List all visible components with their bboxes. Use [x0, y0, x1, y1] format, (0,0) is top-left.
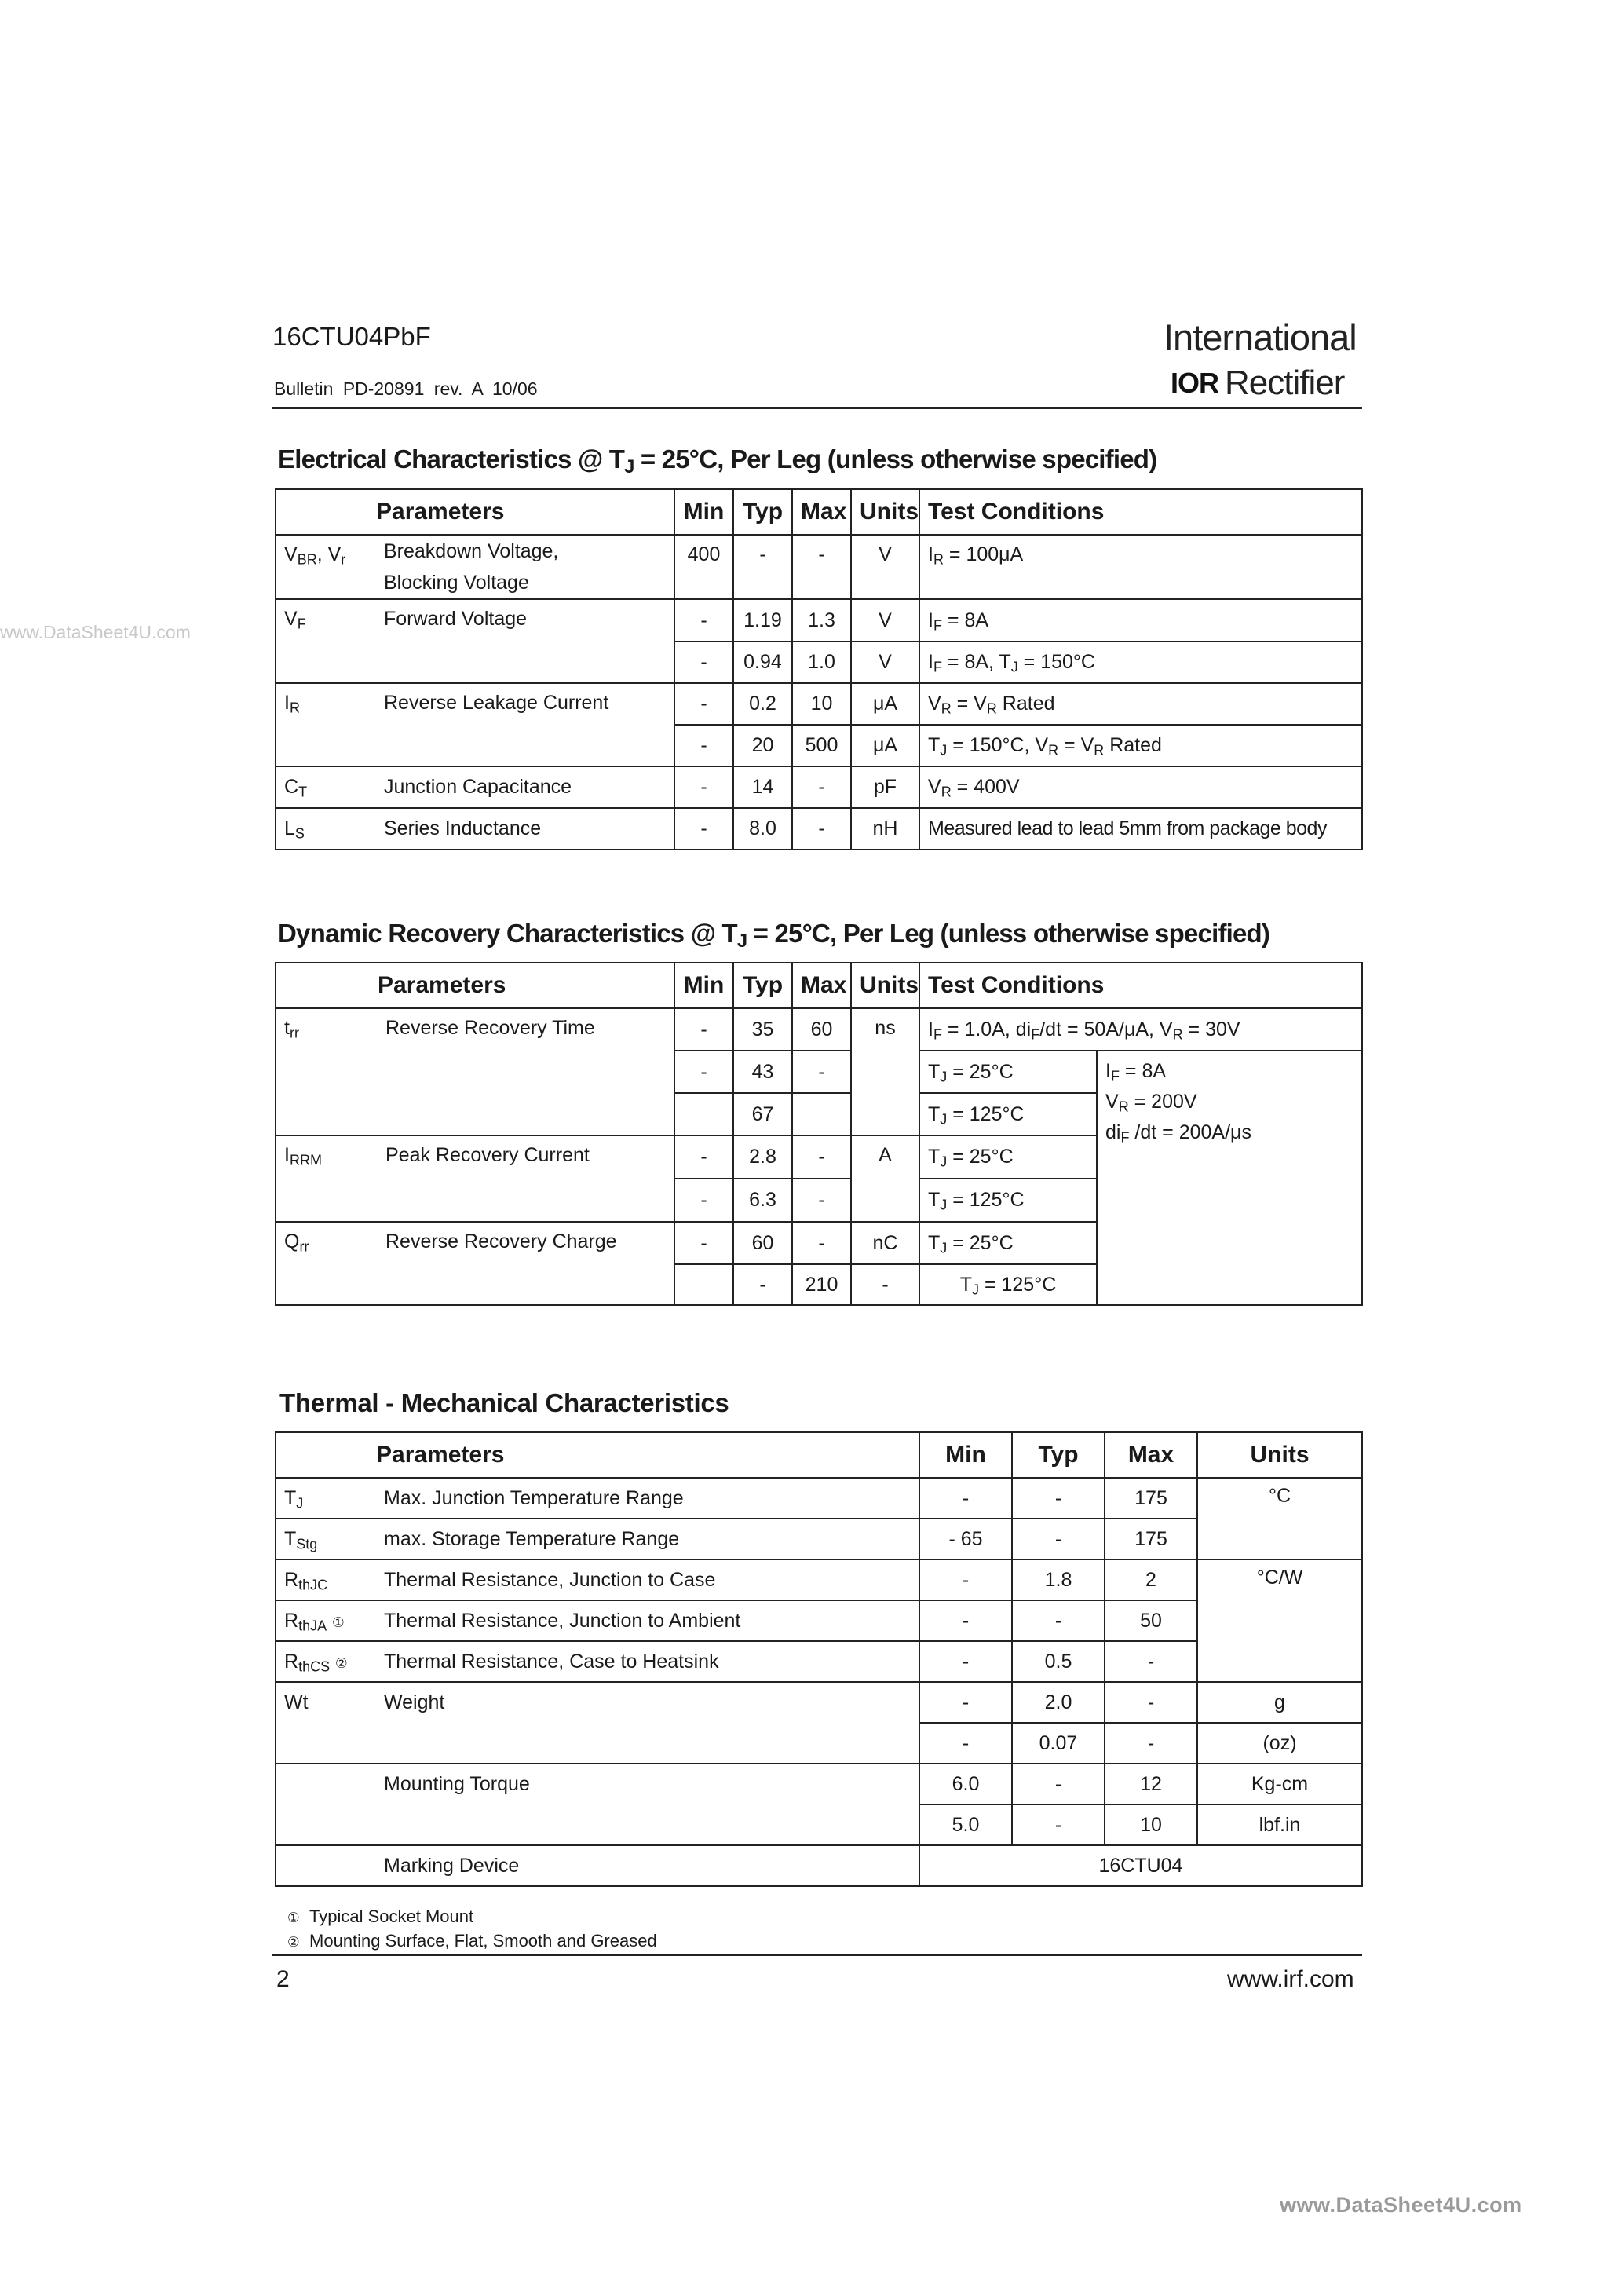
value-typ: 6.3 [733, 1179, 792, 1222]
test-condition: $I_F = 8A$, $T_J = 150^\circ C$ [919, 642, 1362, 683]
thermal-title: Thermal - Mechanical Characteristics [279, 1388, 729, 1417]
table-row [276, 535, 1362, 599]
test-condition: $I_F = 8A$ [919, 599, 1362, 642]
param-reverse-leakage: Reverse Leakage Current [376, 683, 674, 725]
test-condition: $I_R = 100\mu A$ [919, 535, 1362, 599]
symbol-rthja: $R_{thJA}$ ① [276, 1600, 376, 1641]
param-thermal-resistance-cs: Thermal Resistance, Case to Heatsink [376, 1641, 919, 1682]
param-series-inductance: Series Inductance [376, 808, 674, 850]
dynamic-title: Dynamic Recovery Characteristics @ $T_J = 25^\circ C$, Per Leg (unless otherwise specified) [278, 919, 1270, 952]
thermal-table [275, 1431, 1363, 1887]
table-header-row [276, 489, 1362, 535]
value-typ: 35 [733, 1008, 792, 1051]
electrical-table [275, 488, 1363, 850]
symbol-rthcs: $R_{thCS}$ ② [276, 1641, 376, 1682]
test-condition: $I_F = 1.0A$, $di_F/dt = 50A/\mu A$, $V_R = 30V$ [919, 1008, 1362, 1051]
value-min: - [674, 642, 733, 683]
param-reverse-recovery-time: Reverse Recovery Time [378, 1008, 674, 1135]
footer-rule [272, 1954, 1362, 1956]
table-row [276, 1804, 1362, 1845]
value-units: lbf.in [1197, 1804, 1362, 1845]
value-min: - [674, 1051, 733, 1093]
value-typ: 2.8 [733, 1135, 792, 1179]
logo [1171, 363, 1344, 404]
value-max: - [792, 808, 851, 850]
logo-international: International [1164, 316, 1357, 358]
page-number: 2 [276, 1966, 290, 1992]
value-max: 1.3 [792, 599, 851, 642]
value-units: V [851, 535, 919, 599]
value-min: - [919, 1641, 1012, 1682]
value-units: A [851, 1135, 919, 1222]
value-typ: 60 [733, 1222, 792, 1264]
value-max: - [792, 1179, 851, 1222]
header-units: Units [851, 963, 919, 1008]
footnote-1: ① Typical Socket Mount [287, 1907, 474, 1926]
value-typ: 0.2 [733, 683, 792, 725]
table-header-row [276, 1432, 1362, 1478]
value-max: - [1105, 1682, 1197, 1723]
value-typ: 67 [733, 1093, 792, 1135]
value-units: μA [851, 725, 919, 766]
param-peak-recovery-current: Peak Recovery Current [378, 1135, 674, 1222]
watermark-left[interactable]: www.DataSheet4U.com [0, 622, 191, 642]
value-max: 500 [792, 725, 851, 766]
header-parameters: Parameters [378, 963, 674, 1008]
logo-ior-mark: IOR [1171, 367, 1219, 399]
header-max: Max [792, 489, 851, 535]
table-row [276, 1845, 1362, 1886]
value-units: °C/W [1197, 1559, 1362, 1682]
param-thermal-resistance-ja: Thermal Resistance, Junction to Ambient [376, 1600, 919, 1641]
value-min: - [674, 683, 733, 725]
param-thermal-resistance-jc: Thermal Resistance, Junction to Case [376, 1559, 919, 1600]
value-min: - [674, 1179, 733, 1222]
header-typ: Typ [733, 489, 792, 535]
symbol-rthjc: $R_{thJC}$ [276, 1559, 376, 1600]
value-typ: 1.19 [733, 599, 792, 642]
value-typ: 1.8 [1012, 1559, 1105, 1600]
value-max: 175 [1105, 1478, 1197, 1519]
header-units: Units [851, 489, 919, 535]
value-max: 10 [1105, 1804, 1197, 1845]
param-reverse-recovery-charge: Reverse Recovery Charge [378, 1222, 674, 1305]
value-units: °C [1197, 1478, 1362, 1559]
value-min: - [674, 808, 733, 850]
value-max: 175 [1105, 1519, 1197, 1559]
param-breakdown-voltage: Breakdown Voltage, Blocking Voltage [376, 535, 674, 599]
value-max: 1.0 [792, 642, 851, 683]
value-typ: 0.5 [1012, 1641, 1105, 1682]
value-units: g [1197, 1682, 1362, 1723]
value-units: V [851, 642, 919, 683]
value-max: 210 [792, 1264, 851, 1305]
table-row [276, 1559, 1362, 1600]
value-typ: - [1012, 1764, 1105, 1804]
footer-url-link[interactable]: www.irf.com [1227, 1966, 1354, 1992]
logo-rectifier: Rectifier [1225, 364, 1345, 402]
value-max: 2 [1105, 1559, 1197, 1600]
value-max: - [792, 1051, 851, 1093]
value-min: 6.0 [919, 1764, 1012, 1804]
table-row [276, 1723, 1362, 1764]
param-storage-temp-range: max. Storage Temperature Range [376, 1519, 919, 1559]
value-max: - [792, 1135, 851, 1179]
value-max: - [1105, 1641, 1197, 1682]
dynamic-table [275, 962, 1363, 1306]
table-row [276, 1478, 1362, 1519]
header-rule [272, 407, 1362, 409]
header-test-conditions: Test Conditions [919, 489, 1362, 535]
value-units: pF [851, 766, 919, 808]
value-typ: 2.0 [1012, 1682, 1105, 1723]
table-row [276, 642, 1362, 683]
header-min: Min [674, 489, 733, 535]
value-typ: - [1012, 1478, 1105, 1519]
table-row [276, 766, 1362, 808]
symbol-tj: $T_J$ [276, 1478, 376, 1519]
footnotes [287, 1905, 657, 1954]
value-typ: - [733, 535, 792, 599]
value-typ: 43 [733, 1051, 792, 1093]
value-units: nC [851, 1222, 919, 1264]
value-max: - [792, 766, 851, 808]
param-weight: Weight [376, 1682, 919, 1723]
value-units: ns [851, 1008, 919, 1135]
value-min: - [919, 1600, 1012, 1641]
header-typ: Typ [733, 963, 792, 1008]
value-typ: - [1012, 1519, 1105, 1559]
test-condition: $T_J = 125^\circ C$ [919, 1093, 1097, 1135]
value-units: μA [851, 683, 919, 725]
param-mounting-torque: Mounting Torque [376, 1764, 919, 1804]
symbol-ct: $C_T$ [276, 766, 376, 808]
symbol-tstg: $T_{Stg}$ [276, 1519, 376, 1559]
test-condition: $V_R = V_R$ Rated [919, 683, 1362, 725]
value-min: 400 [674, 535, 733, 599]
value-units: Kg-cm [1197, 1764, 1362, 1804]
value-min: - [674, 766, 733, 808]
header-max: Max [1105, 1432, 1197, 1478]
test-condition: $T_J = 25^\circ C$ [919, 1222, 1097, 1264]
value-units: nH [851, 808, 919, 850]
header-parameters: Parameters [376, 489, 674, 535]
symbol-irrm: $I_{RRM}$ [276, 1135, 378, 1222]
value-units: V [851, 599, 919, 642]
watermark-bottom[interactable]: www.DataSheet4U.com [1280, 2193, 1522, 2217]
value-max: 50 [1105, 1600, 1197, 1641]
table-row [276, 1682, 1362, 1723]
table-row [276, 599, 1362, 642]
value-max: 60 [792, 1008, 851, 1051]
symbol-vf: $V_F$ [276, 599, 376, 642]
value-typ: 0.07 [1012, 1723, 1105, 1764]
value-max: 10 [792, 683, 851, 725]
test-condition: $V_R = 400V$ [919, 766, 1362, 808]
table-row [276, 1008, 1362, 1051]
header-max: Max [792, 963, 851, 1008]
param-junction-temp-range: Max. Junction Temperature Range [376, 1478, 919, 1519]
value-max: - [792, 1222, 851, 1264]
param-forward-voltage: Forward Voltage [376, 599, 674, 642]
value-min: - [674, 1008, 733, 1051]
symbol-vbr: $V_{BR}$, $V_r$ [276, 535, 376, 599]
value-min: - [919, 1682, 1012, 1723]
value-units: (oz) [1197, 1723, 1362, 1764]
table-row [276, 683, 1362, 725]
test-condition: $T_J = 125^\circ C$ [919, 1264, 1097, 1305]
shared-test-conditions: $I_F = 8A$ $V_R = 200V$ $di_F$ /dt = 200A/μs [1097, 1051, 1362, 1305]
table-row [276, 725, 1362, 766]
test-condition: Measured lead to lead 5mm from package body [919, 808, 1362, 850]
value-min: - [674, 725, 733, 766]
value-typ: - [1012, 1600, 1105, 1641]
electrical-title: Electrical Characteristics @ $T_J = 25^\circ C$, Per Leg (unless otherwise specified) [278, 444, 1157, 477]
symbol-trr: $t_{rr}$ [276, 1008, 378, 1135]
header-min: Min [919, 1432, 1012, 1478]
value-typ: 14 [733, 766, 792, 808]
header-min: Min [674, 963, 733, 1008]
test-condition: $T_J = 25^\circ C$ [919, 1135, 1097, 1179]
symbol-ls: $L_S$ [276, 808, 376, 850]
header-test-conditions: Test Conditions [919, 963, 1362, 1008]
value-min: - [733, 1264, 792, 1305]
value-min: - [919, 1559, 1012, 1600]
value-units: - [851, 1264, 919, 1305]
symbol-wt: Wt [276, 1682, 376, 1723]
header-typ: Typ [1012, 1432, 1105, 1478]
symbol-ir: $I_R$ [276, 683, 376, 725]
marking-device-value: 16CTU04 [919, 1845, 1362, 1886]
value-typ: 20 [733, 725, 792, 766]
table-row [276, 808, 1362, 850]
value-min: - [674, 1135, 733, 1179]
part-number: 16CTU04PbF [272, 322, 431, 351]
bulletin-info: Bulletin PD-20891 rev. A 10/06 [274, 378, 538, 399]
footnote-2: ② Mounting Surface, Flat, Smooth and Greased [287, 1931, 657, 1951]
table-row [276, 1764, 1362, 1804]
value-min: - 65 [919, 1519, 1012, 1559]
header-units: Units [1197, 1432, 1362, 1478]
test-condition: $T_J = 25^\circ C$ [919, 1051, 1097, 1093]
param-marking-device: Marking Device [376, 1845, 919, 1886]
value-min: - [674, 1222, 733, 1264]
value-max: 12 [1105, 1764, 1197, 1804]
value-min: 5.0 [919, 1804, 1012, 1845]
table-header-row [276, 963, 1362, 1008]
value-typ: - [1012, 1804, 1105, 1845]
param-junction-capacitance: Junction Capacitance [376, 766, 674, 808]
value-min: - [919, 1478, 1012, 1519]
symbol-qrr: $Q_{rr}$ [276, 1222, 378, 1305]
value-max: - [792, 535, 851, 599]
value-typ: 0.94 [733, 642, 792, 683]
header-parameters: Parameters [376, 1432, 919, 1478]
test-condition: $T_J = 150^\circ C$, $V_R = V_R$ Rated [919, 725, 1362, 766]
value-max: - [1105, 1723, 1197, 1764]
value-typ: 8.0 [733, 808, 792, 850]
value-min: - [919, 1723, 1012, 1764]
test-condition: $T_J = 125^\circ C$ [919, 1179, 1097, 1222]
value-min: - [674, 599, 733, 642]
